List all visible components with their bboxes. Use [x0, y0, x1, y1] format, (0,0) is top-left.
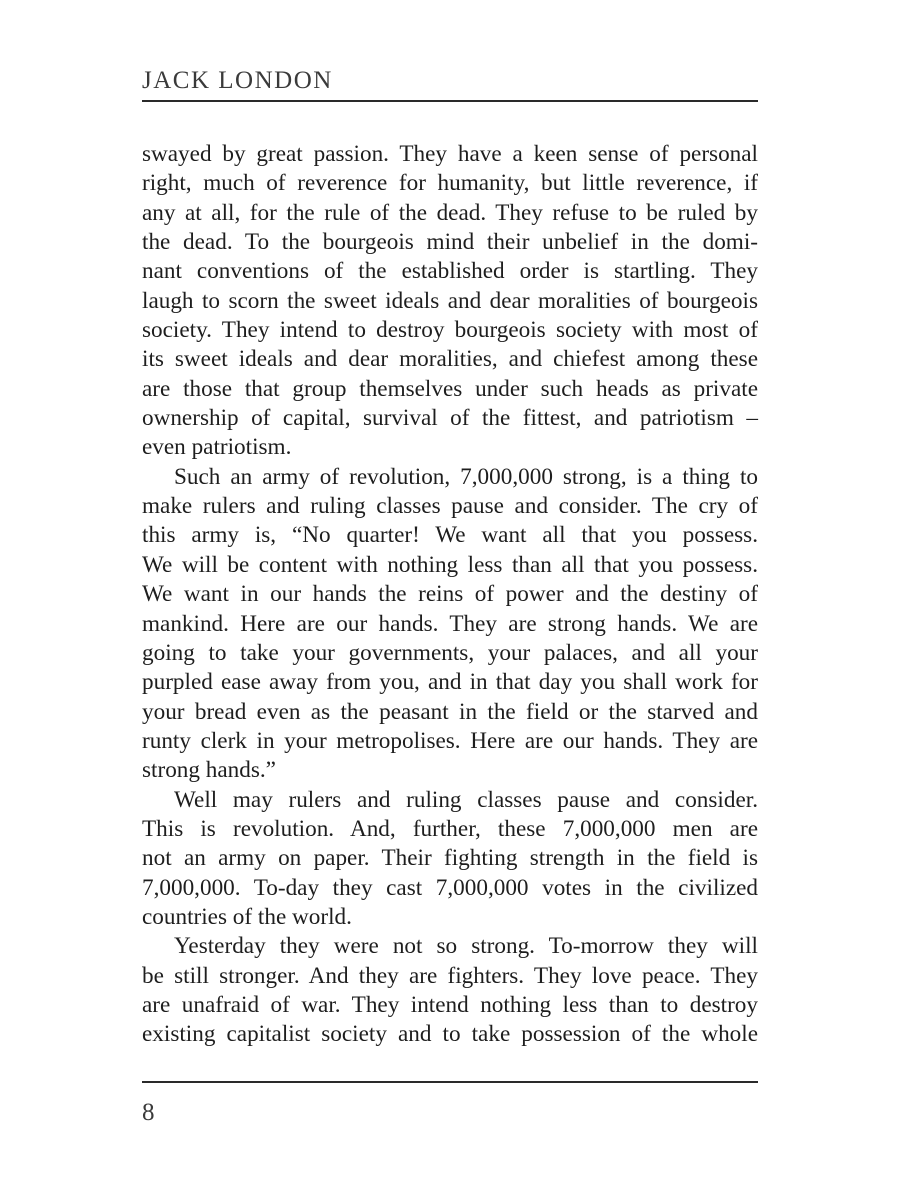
text-line: existing capitalist society and to take possession of the whole — [142, 1021, 758, 1048]
text-line: not an army on paper. Their fighting strength in the field is — [142, 845, 758, 872]
footer-rule — [142, 1081, 758, 1083]
text-line: be still stronger. And they are fighters. They love peace. They — [142, 962, 758, 989]
running-head: JACK LONDON — [142, 67, 333, 94]
text-line: purpled ease away from you, and in that day you shall work for — [142, 669, 758, 696]
text-line: are those that group themselves under such heads as private — [142, 375, 758, 402]
text-line: are unafraid of war. They intend nothing less than to destroy — [142, 991, 758, 1018]
text-line: countries of the world. — [142, 903, 352, 930]
text-line: mankind. Here are our hands. They are strong hands. We are — [142, 610, 758, 637]
text-line: its sweet ideals and dear moralities, and chiefest among these — [142, 346, 758, 373]
text-line: Well may rulers and ruling classes pause and consider. — [174, 786, 758, 813]
text-line: nant conventions of the established order is startling. They — [142, 258, 758, 285]
text-line: runty clerk in your metropolises. Here are our hands. They are — [142, 727, 758, 754]
text-line: right, much of reverence for humanity, but little reverence, if — [142, 170, 758, 197]
text-line: even patriotism. — [142, 434, 292, 461]
text-line: This is revolution. And, further, these 7,000,000 men are — [142, 815, 758, 842]
text-line: 7,000,000. To-day they cast 7,000,000 votes in the civilized — [142, 874, 758, 901]
text-line: We want in our hands the reins of power and the destiny of — [142, 581, 758, 608]
text-line: ownership of capital, survival of the fittest, and patriotism – — [142, 405, 758, 432]
body-text — [142, 140, 758, 1050]
text-line: Such an army of revolution, 7,000,000 strong, is a thing to — [174, 463, 758, 490]
text-line: Yesterday they were not so strong. To-morrow they will — [174, 933, 758, 960]
text-line: going to take your governments, your palaces, and all your — [142, 639, 758, 666]
header-rule — [142, 100, 758, 102]
text-line: We will be content with nothing less than all that you possess. — [142, 551, 758, 578]
text-line: make rulers and ruling classes pause and consider. The cry of — [142, 493, 758, 520]
text-line: the dead. To the bourgeois mind their unbelief in the domi- — [142, 229, 758, 256]
text-line: your bread even as the peasant in the field or the starved and — [142, 698, 758, 725]
text-line: society. They intend to destroy bourgeois society with most of — [142, 317, 758, 344]
text-line: laugh to scorn the sweet ideals and dear moralities of bourgeois — [142, 287, 758, 314]
text-line: strong hands.” — [142, 757, 276, 784]
text-line: this army is, “No quarter! We want all that you possess. — [142, 522, 758, 549]
page-number: 8 — [142, 1099, 155, 1126]
text-line: swayed by great passion. They have a keen sense of personal — [142, 141, 758, 167]
text-line: any at all, for the rule of the dead. They refuse to be ruled by — [142, 199, 758, 226]
